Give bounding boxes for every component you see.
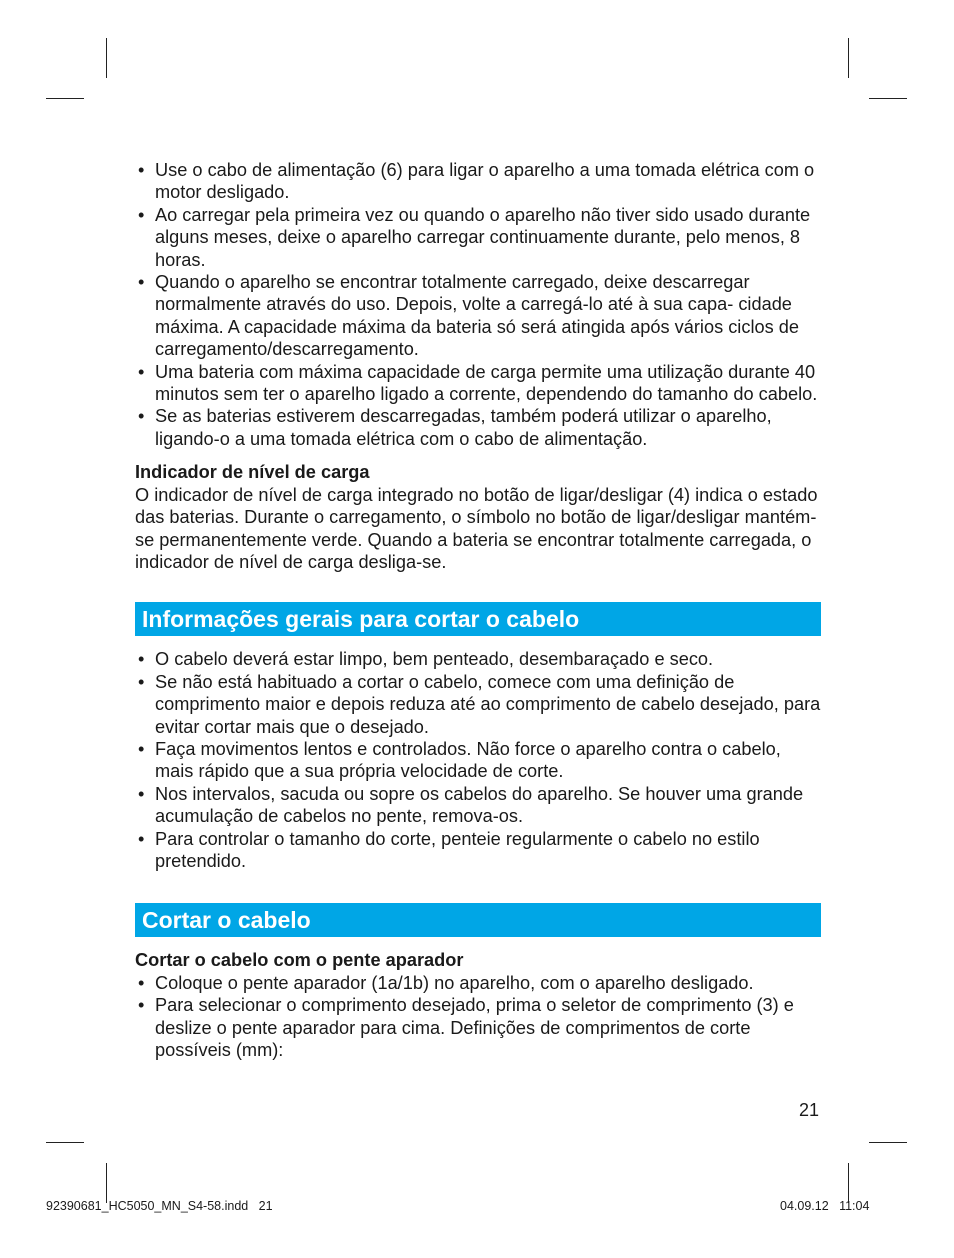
- crop-mark-bottom-left-vertical: [106, 1163, 107, 1203]
- list-item: • Para selecionar o comprimento desejado, prima o seletor de comprimento (3) e deslize o pente aparador para cima. Definições de comprimentos de corte possíveis (mm):: [135, 994, 821, 1061]
- intro-bullet-list: [135, 159, 821, 450]
- list-item: • Coloque o pente aparador (1a/1b) no aparelho, com o aparelho desligado.: [135, 972, 821, 994]
- list-item: • Se não está habituado a cortar o cabelo, comece com uma definição de comprimento maior e depois reduza até ao comprimento de cabelo desejado, para evitar cortar mais que o desejado.: [135, 671, 821, 738]
- general-info-bullet-list: [135, 648, 821, 872]
- list-item: • Para controlar o tamanho do corte, penteie regularmente o cabelo no estilo pretendido.: [135, 828, 821, 873]
- crop-mark-bottom-right-vertical: [848, 1163, 849, 1203]
- charge-indicator-paragraph: O indicador de nível de carga integrado no botão de ligar/desligar (4) indica o estado das baterias. Durante o carregamento, o símbolo no botão de ligar/desligar mantém-se permanentemente verde. Quando a bateria se encontrar totalmente carregada, o indicador de nível de carga desliga-se.: [135, 484, 818, 572]
- crop-mark-top-left-horizontal: [46, 98, 84, 99]
- list-item: • Nos intervalos, sacuda ou sopre os cabelos do aparelho. Se houver uma grande acumulação de cabelos no pente, remova-os.: [135, 783, 821, 828]
- list-item: • Ao carregar pela primeira vez ou quando o aparelho não tiver sido usado durante alguns meses, deixe o aparelho carregar continuamente durante, pelo menos, 8 horas.: [135, 204, 821, 271]
- list-item: • Se as baterias estiverem descarregadas, também poderá utilizar o aparelho, ligando-o a uma tomada elétrica com o cabo de alimentação.: [135, 405, 821, 450]
- list-item: • Use o cabo de alimentação (6) para ligar o aparelho a uma tomada elétrica com o motor desligado.: [135, 159, 821, 204]
- page-number: 21: [799, 1100, 820, 1120]
- list-item: • Faça movimentos lentos e controlados. Não force o aparelho contra o cabelo, mais rápido que a sua própria velocidade de corte.: [135, 738, 821, 783]
- slug-file-name: 92390681_HC5050_MN_S4-58.indd 21: [46, 1199, 273, 1213]
- crop-mark-top-right-vertical: [848, 38, 849, 78]
- crop-mark-top-right-horizontal: [869, 98, 907, 99]
- list-item: • Quando o aparelho se encontrar totalmente carregado, deixe descarregar normalmente através do uso. Depois, volte a carregá-lo até à sua capa- cidade máxima. A capacidade máxima da bateria só será atingida após vários ciclos de carregamento/descarregamento.: [135, 271, 821, 361]
- list-item: • O cabelo deverá estar limpo, bem penteado, desembaraçado e seco.: [135, 648, 821, 670]
- section-title-general-info: Informações gerais para cortar o cabelo: [135, 602, 821, 636]
- charge-indicator-heading: Indicador de nível de carga: [135, 462, 370, 483]
- cutting-bullet-list: [135, 972, 821, 1062]
- crop-mark-bottom-right-horizontal: [869, 1142, 907, 1143]
- section-title-cutting: Cortar o cabelo: [135, 903, 821, 937]
- slug-date-time: 04.09.12 11:04: [780, 1199, 870, 1213]
- crop-mark-bottom-left-horizontal: [46, 1142, 84, 1143]
- page-content: [135, 159, 821, 1061]
- crop-mark-top-left-vertical: [106, 38, 107, 78]
- cutting-subheading: Cortar o cabelo com o pente aparador: [135, 950, 464, 971]
- list-item: • Uma bateria com máxima capacidade de carga permite uma utilização durante 40 minutos sem ter o aparelho ligado a corrente, dependendo do tamanho do cabelo.: [135, 361, 821, 406]
